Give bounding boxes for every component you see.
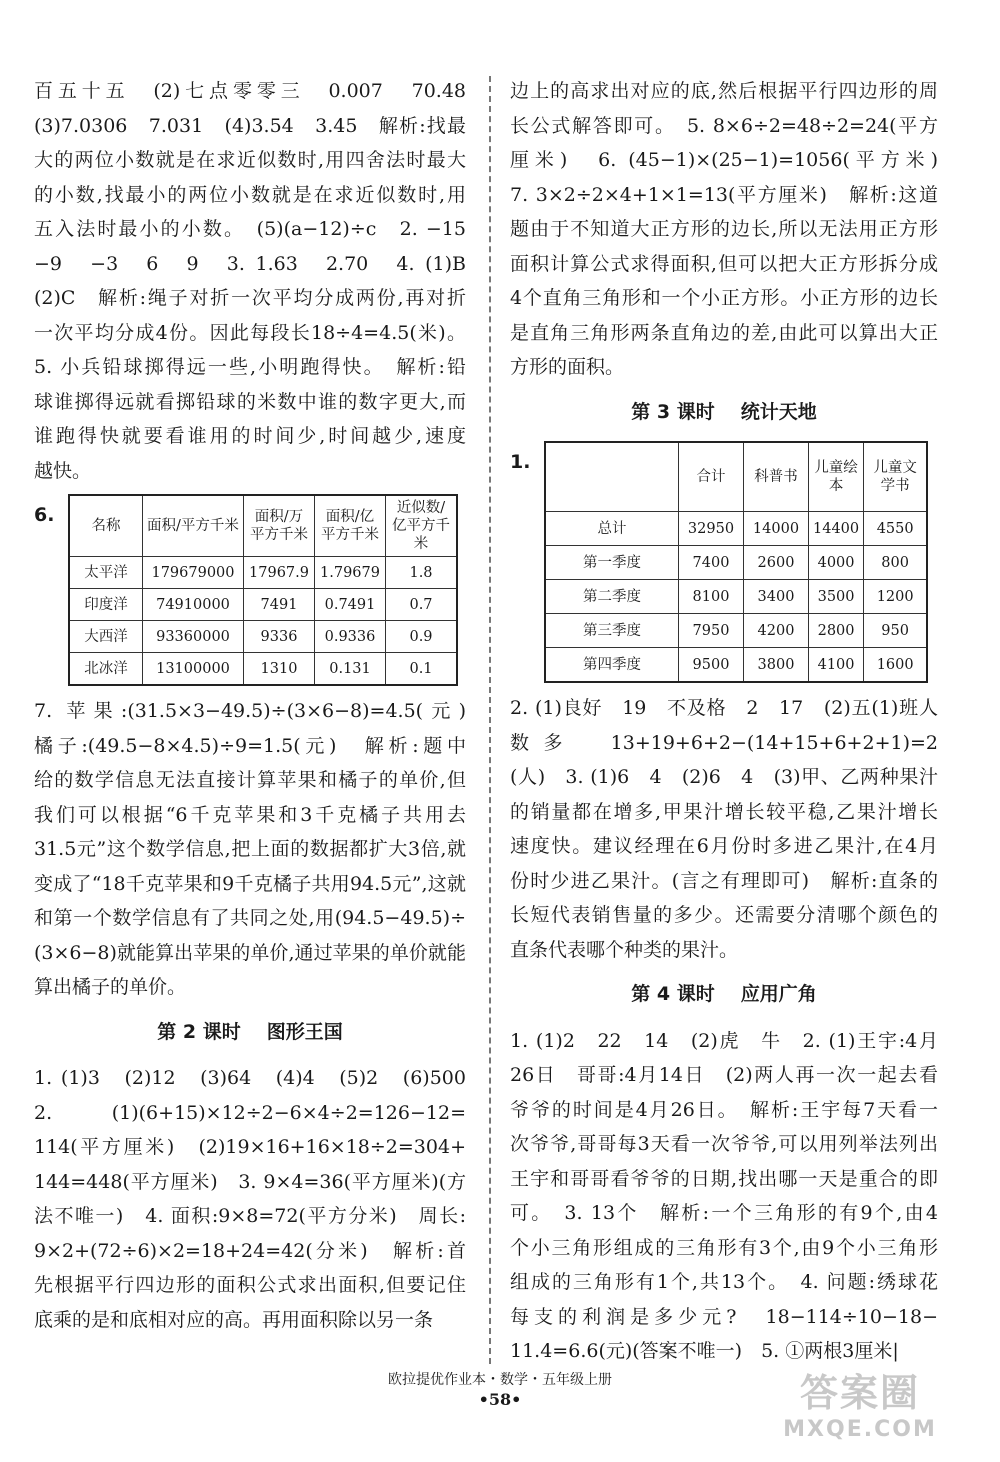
section-number: 第 2 课时 (157, 1020, 241, 1043)
text-line: 速度快。建议经理在6月份时多进乙果汁,在4月 (510, 835, 938, 857)
left-column (34, 74, 466, 1337)
table-cell: 1310 (244, 653, 315, 686)
table-cell: 0.9336 (315, 621, 386, 653)
table-cell: 8100 (679, 580, 744, 614)
text-line: 五入法时最小的小数。 (5)(a−12)÷c 2. −15 (34, 218, 466, 240)
table-cell: 950 (864, 614, 928, 648)
text-line: 和第一个数学信息有了共同之处,用(94.5−49.5)÷ (34, 907, 466, 929)
table-cell: 第三季度 (545, 614, 679, 648)
oceans-area-table (68, 494, 458, 686)
text-line: 给的数学信息无法直接计算苹果和橘子的单价,但 (34, 769, 466, 791)
text-line: 可。 3. 13个 解析:一个三角形的有9个,由4 (510, 1202, 938, 1224)
table-row (69, 557, 457, 589)
right-answers-bottom (510, 1024, 938, 1369)
section-number: 第 3 课时 (631, 400, 715, 423)
text-line: 组成的三角形有1个,共13个。 4. 问题:绣球花 (510, 1271, 938, 1293)
table-cell: 1.79679 (315, 557, 386, 589)
table-row (69, 589, 457, 621)
text-line: 变成了“18千克苹果和9千克橘子共用94.5元”,这就 (34, 872, 466, 895)
header-cell: 面积/万平方千米 (244, 495, 315, 557)
text-line: 9×2+(72÷6)×2=18+24=42(分米) 解析:首 (34, 1239, 466, 1262)
table-cell: 4200 (744, 614, 809, 648)
text-line: 144=448(平方厘米) 3. 9×4=36(平方厘米)(方 (34, 1170, 466, 1193)
table-cell: 7950 (679, 614, 744, 648)
text-line: 面积计算公式求得面积,但可以把大正方形拆分成 (510, 252, 938, 275)
section-title: 应用广角 (740, 983, 817, 1005)
text-line: 7. 苹果:(31.5×3−49.5)÷(3×6−8)=4.5(元) (34, 700, 466, 722)
table-cell: 第四季度 (545, 648, 679, 683)
table-row (545, 512, 927, 546)
section-title: 统计天地 (740, 400, 817, 423)
right-column (510, 74, 938, 1369)
table-cell: 0.1 (386, 653, 458, 686)
text-line: 厘米) 6. (45−1)×(25−1)=1056(平方米) (510, 149, 938, 171)
table-cell: 0.7491 (315, 589, 386, 621)
table-cell: 2800 (809, 614, 864, 648)
text-line: 31.5元”这个数学信息,把上面的数据都扩大3倍,就 (34, 838, 466, 860)
table-cell: 太平洋 (69, 557, 143, 589)
text-line: 114(平方厘米) (2)19×16+16×18÷2=304+ (34, 1136, 466, 1158)
text-line: 7. 3×2÷2×4+1×1=13(平方厘米) 解析:这道 (510, 183, 938, 206)
table-1-label: 1. (510, 451, 531, 473)
table-cell: 4000 (809, 546, 864, 580)
table-row (69, 621, 457, 653)
text-line: 4个直角三角形和一个小正方形。小正方形的边长 (510, 287, 938, 309)
text-line: 的销量都在增多,甲果汁增长较平稳,乙果汁增长 (510, 800, 938, 823)
text-line: (2)C 解析:绳子对折一次平均分成两份,再对折 (34, 287, 466, 309)
header-cell: 科普书 (744, 442, 809, 512)
text-line: 1. (1)3 (2)12 (3)64 (4)4 (5)2 (6)500 (34, 1067, 466, 1089)
text-line: 直条代表哪个种类的果汁。 (510, 938, 739, 961)
text-line: 每支的利润是多少元? 18−114÷10−18− (510, 1305, 938, 1328)
text-line: 越快。 (34, 459, 92, 482)
table-cell: 74910000 (143, 589, 244, 621)
right-answers-top (510, 74, 938, 385)
table-row (545, 546, 927, 580)
left-answers-bottom (34, 1061, 466, 1337)
text-line: 底乘的是和底相对应的高。再用面积除以另一条 (34, 1308, 434, 1331)
text-line: 题由于不知道大正方形的边长,所以无法用正方形 (510, 218, 938, 240)
table-cell: 1.8 (386, 557, 458, 589)
text-line: (3×6−8)就能算出苹果的单价,通过苹果的单价就能 (34, 941, 466, 964)
text-line: 法不唯一) 4. 面积:9×8=72(平方分米) 周长: (34, 1205, 466, 1227)
table-cell: 总计 (545, 512, 679, 546)
table-cell: 93360000 (143, 621, 244, 653)
header-cell: 合计 (679, 442, 744, 512)
text-line: 球谁掷得远就看掷铅球的米数中谁的数字更大,而 (34, 390, 466, 413)
table-cell: 800 (864, 546, 928, 580)
section-number: 第 4 课时 (631, 983, 715, 1005)
table-row (69, 653, 457, 686)
text-line: 2. (1)良好 19 不及格 2 17 (2)五(1)班人 (510, 697, 938, 719)
page-number: •58• (478, 1390, 522, 1409)
table-cell: 17967.9 (244, 557, 315, 589)
table-cell: 0.9 (386, 621, 458, 653)
watermark (750, 1362, 970, 1442)
column-divider (489, 76, 491, 1364)
text-line: 算出橘子的单价。 (34, 976, 187, 998)
text-line: 26日 哥哥:4月14日 (2)两人再一次一起去看 (510, 1064, 938, 1086)
text-line: 2. (1)(6+15)×12÷2−6×4÷2=126−12= (34, 1101, 466, 1124)
text-line: (3)7.0306 7.031 (4)3.54 3.45 解析:找最 (34, 114, 466, 137)
text-line: 爷爷的时间是4月26日。 解析:王宇每7天看一 (510, 1098, 938, 1121)
table-row (545, 580, 927, 614)
text-line: 大的两位小数就是在求近似数时,用四舍法时最大 (34, 149, 466, 171)
text-line: 份时少进乙果汁。(言之有理即可) 解析:直条的 (510, 869, 938, 892)
table-cell: 4550 (864, 512, 928, 546)
header-cell: 面积/亿平方千米 (315, 495, 386, 557)
table-1-block (510, 441, 938, 683)
table-6-block (34, 494, 466, 686)
table-cell: 7491 (244, 589, 315, 621)
section-heading-3 (510, 395, 938, 430)
book-title: 欧拉提优作业本・数学・五年级上册 (388, 1372, 612, 1388)
header-cell: 儿童绘本 (809, 442, 864, 512)
table-cell: 北冰洋 (69, 653, 143, 686)
table-cell: 大西洋 (69, 621, 143, 653)
watermark-logo-text: 答案圈 (799, 1371, 920, 1415)
text-line: 1. (1)2 22 14 (2)虎 牛 2. (1)王宇:4月 (510, 1029, 938, 1052)
table-cell: 3400 (744, 580, 809, 614)
table-cell: 9500 (679, 648, 744, 683)
table-cell: 0.131 (315, 653, 386, 686)
table-cell: 9336 (244, 621, 315, 653)
table-cell: 32950 (679, 512, 744, 546)
table-6-label: 6. (34, 504, 55, 526)
table-cell: 3800 (744, 648, 809, 683)
table-cell: 0.7 (386, 589, 458, 621)
table-cell: 7400 (679, 546, 744, 580)
left-answers-top (34, 74, 466, 488)
header-cell (545, 442, 679, 512)
text-line: 百五十五 (2)七点零零三 0.007 70.48 (34, 80, 466, 102)
text-line: −9 −3 6 9 3. 1.63 2.70 4. (1)B (34, 252, 466, 275)
text-line: (人) 3. (1)6 4 (2)6 4 (3)甲、乙两种果汁 (510, 766, 938, 788)
text-line: 5. 小兵铅球掷得远一些,小明跑得快。 解析:铅 (34, 356, 466, 378)
text-line: 11.4=6.6(元)(答案不唯一) 5. ①两根3厘米| (510, 1340, 899, 1362)
right-answers-mid (510, 691, 938, 967)
table-cell: 2600 (744, 546, 809, 580)
section-heading-2 (34, 1015, 466, 1050)
table-cell: 1200 (864, 580, 928, 614)
text-line: 方形的面积。 (510, 356, 625, 378)
header-cell: 儿童文学书 (864, 442, 928, 512)
watermark-url: MXQE.COM (783, 1417, 937, 1442)
text-line: 谁跑得快就要看谁用的时间少,时间越少,速度 (34, 425, 466, 447)
table-cell: 印度洋 (69, 589, 143, 621)
text-line: 的小数,找最小的两位小数就是在求近似数时,用 (34, 183, 466, 206)
table-row (545, 614, 927, 648)
text-line: 次爷爷,哥哥每3天看一次爷爷,可以用列举法列出 (510, 1133, 938, 1155)
table-cell: 13100000 (143, 653, 244, 686)
text-line: 长短代表销售量的多少。还需要分清哪个颜色的 (510, 904, 938, 926)
text-line: 边上的高求出对应的底,然后根据平行四边形的周 (510, 80, 938, 102)
table-cell: 14400 (809, 512, 864, 546)
left-answers-mid (34, 694, 466, 1005)
text-line: 一次平均分成4份。因此每段长18÷4=4.5(米)。 (34, 321, 466, 344)
table-header-row (69, 495, 457, 557)
header-cell: 面积/平方千米 (143, 495, 244, 557)
table-cell: 第一季度 (545, 546, 679, 580)
table-cell: 第二季度 (545, 580, 679, 614)
text-line: 王宇和哥哥看爷爷的日期,找出哪一天是重合的即 (510, 1167, 938, 1190)
header-cell: 名称 (69, 495, 143, 557)
text-line: 长公式解答即可。 5. 8×6÷2=48÷2=24(平方 (510, 114, 938, 137)
text-line: 数多 13+19+6+2−(14+15+6+2+1)=2 (510, 731, 938, 754)
table-header-row (545, 442, 927, 512)
text-line: 先根据平行四边形的面积公式求出面积,但要记住 (34, 1274, 466, 1296)
text-line: 个小三角形组成的三角形有3个,由9个小三角形 (510, 1236, 938, 1259)
book-sales-table (544, 441, 928, 683)
section-title: 图形王国 (266, 1020, 343, 1043)
text-line: 橘子:(49.5−8×4.5)÷9=1.5(元) 解析:题中 (34, 734, 466, 757)
table-cell: 3500 (809, 580, 864, 614)
table-cell: 4100 (809, 648, 864, 683)
table-cell: 14000 (744, 512, 809, 546)
table-cell: 179679000 (143, 557, 244, 589)
table-row (545, 648, 927, 683)
header-cell: 近似数/亿平方千米 (386, 495, 458, 557)
text-line: 我们可以根据“6千克苹果和3千克橘子共用去 (34, 803, 466, 826)
section-heading-4 (510, 977, 938, 1012)
table-cell: 1600 (864, 648, 928, 683)
text-line: 是直角三角形两条直角边的差,由此可以算出大正 (510, 321, 938, 344)
